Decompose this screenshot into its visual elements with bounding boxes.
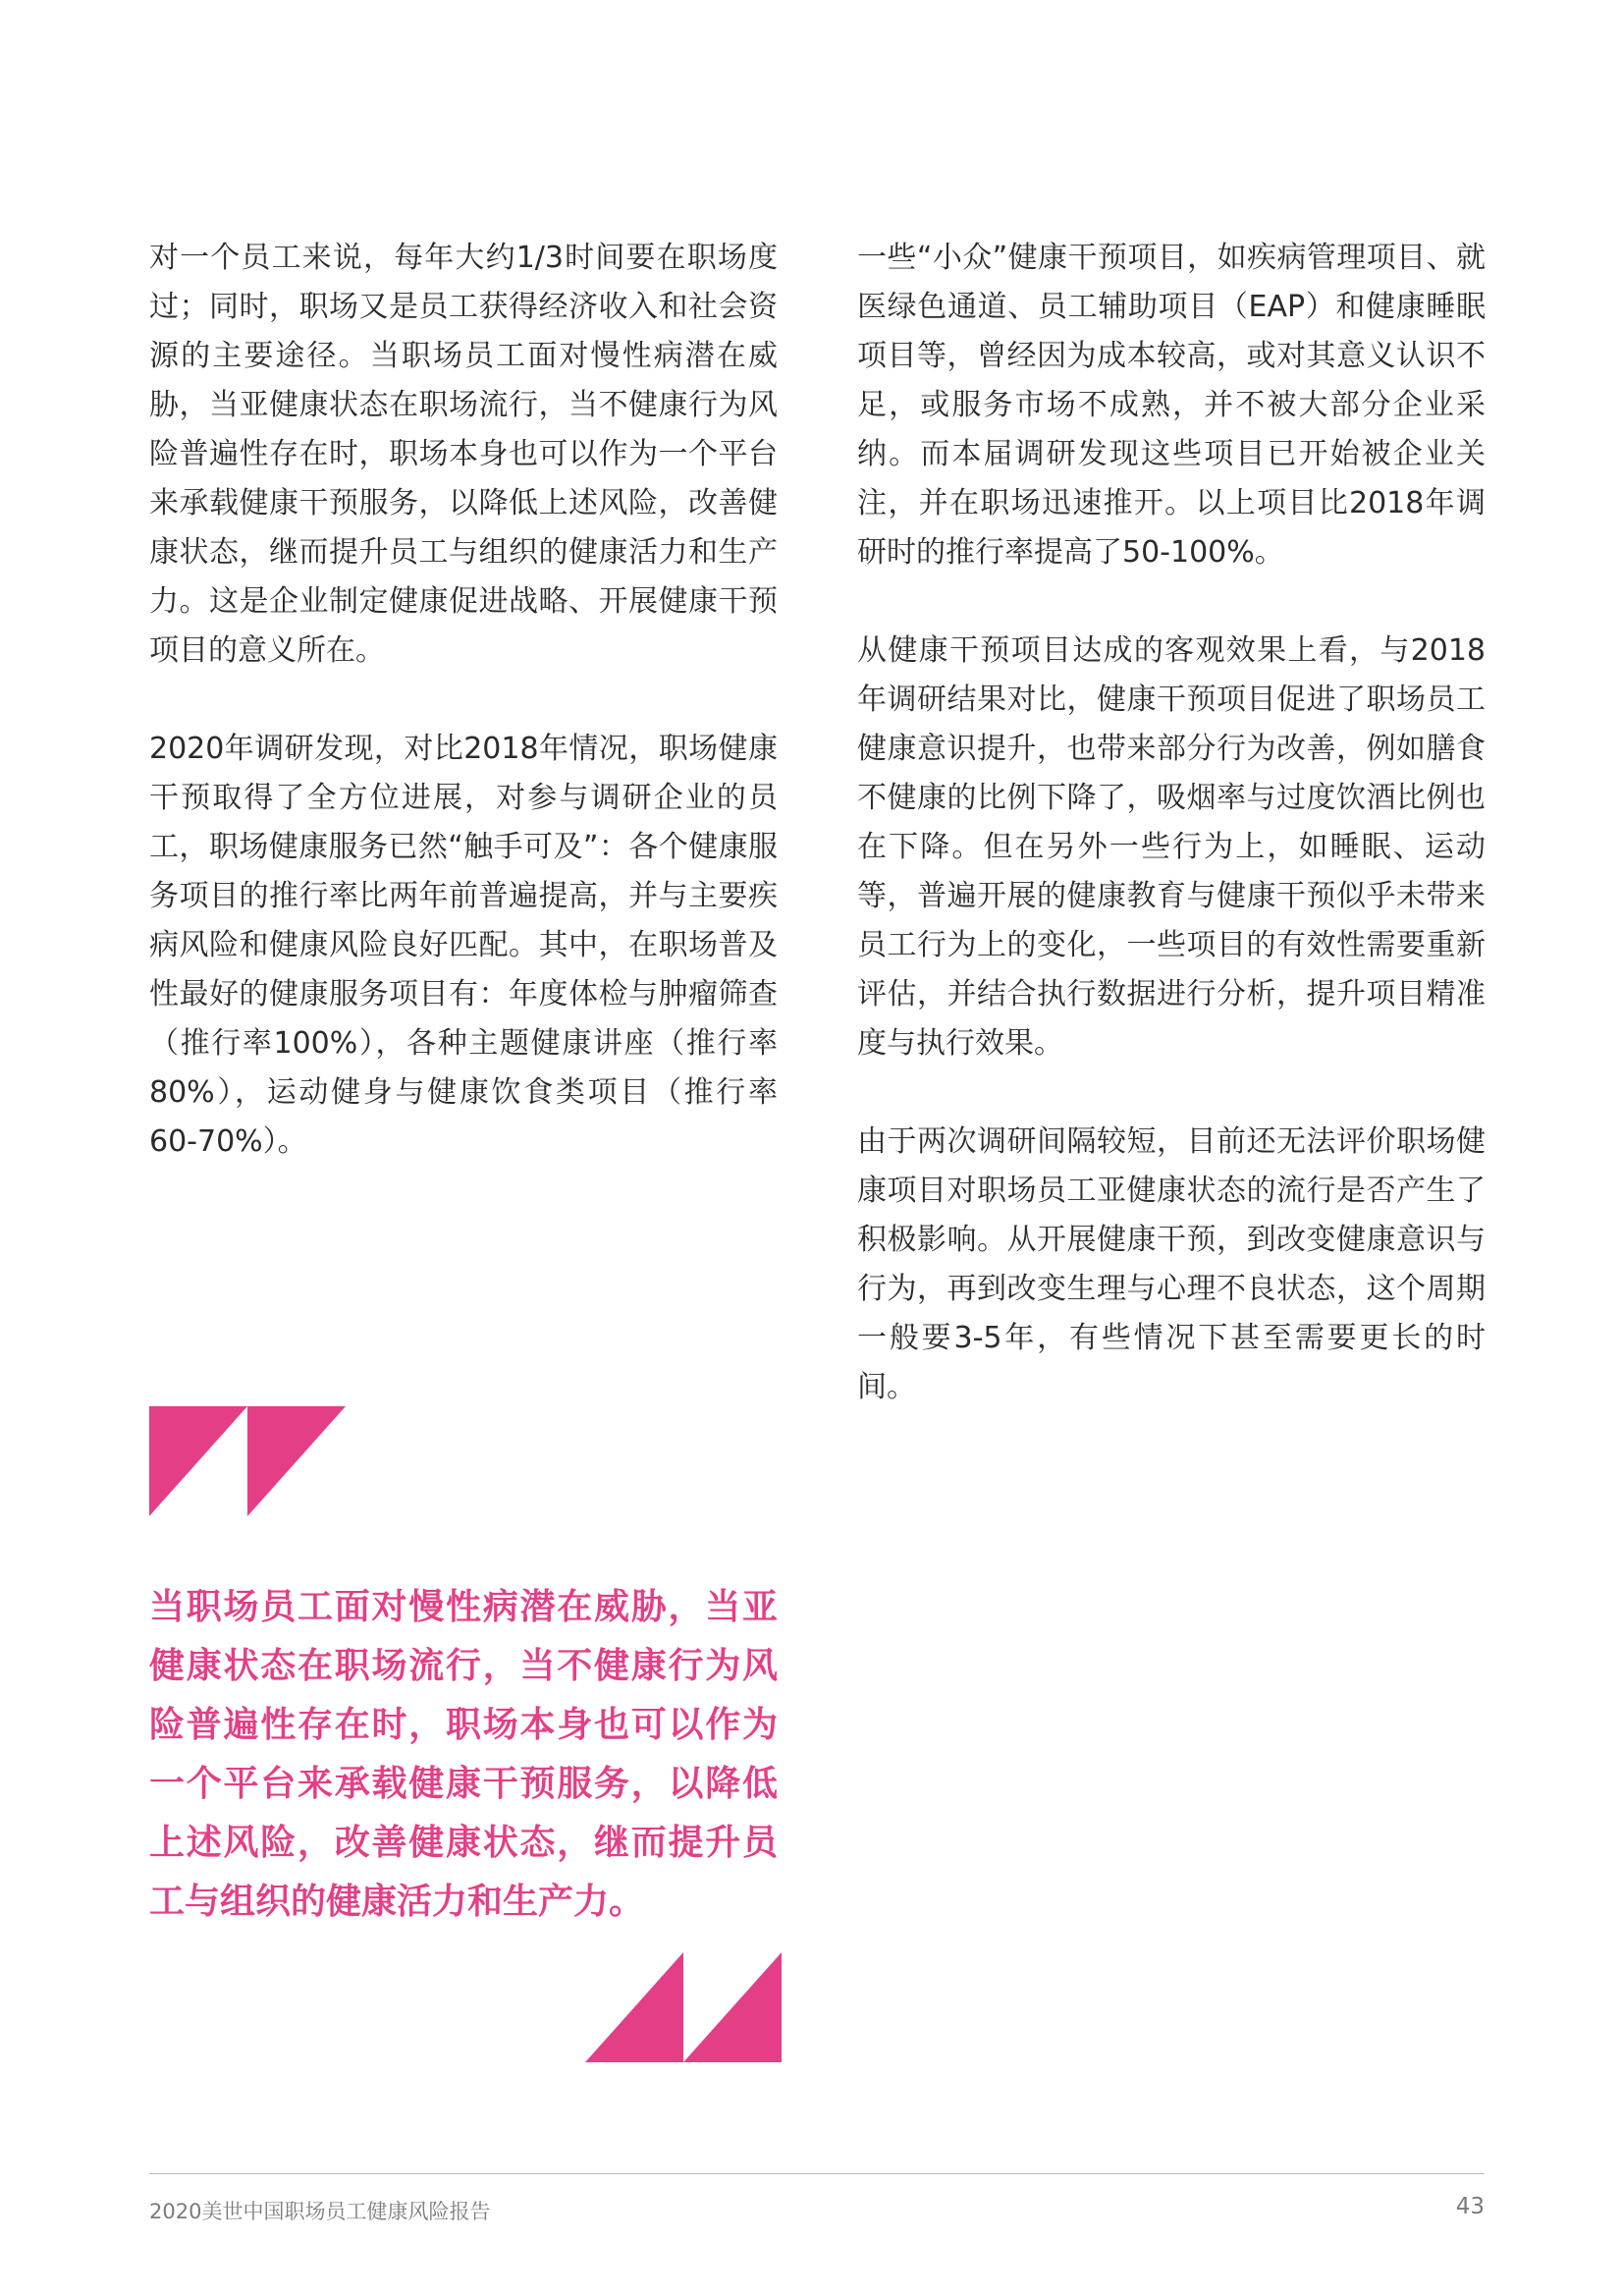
right-column xyxy=(857,234,1486,1461)
left-column xyxy=(149,234,778,1216)
footer-divider xyxy=(149,2173,1485,2174)
right-paragraph-3: 由于两次调研间隔较短，目前还无法评价职场健康项目对职场员工亚健康状态的流行是否产生了积极影响。从开展健康干预，到改变健康意识与行为，再到改变生理与心理不良状态，这个周期一般要3-5年，有些情况下甚至需要更长的时间。 xyxy=(857,1124,1486,1404)
right-paragraph-1: 一些“小众”健康干预项目，如疾病管理项目、就医绿色通道、员工辅助项目（EAP）和健康睡眠项目等，曾经因为成本较高，或对其意义认识不足，或服务市场不成熟，并不被大部分企业采纳。而本届调研发现这些项目已开始被企业关注，并在职场迅速推开。以上项目比2018年调研时的推行率提高了50-100%。 xyxy=(857,241,1486,570)
quote-open-icon xyxy=(149,1406,346,1516)
page-number: 43 xyxy=(1455,2194,1485,2219)
quote-close-icon xyxy=(585,1952,782,2062)
footer-report-title: 2020美世中国职场员工健康风险报告 xyxy=(149,2200,491,2223)
right-paragraph-2: 从健康干预项目达成的客观效果上看，与2018年调研结果对比，健康干预项目促进了职场员工健康意识提升，也带来部分行为改善，例如膳食不健康的比例下降了，吸烟率与过度饮酒比例也在下降。但在另外一些行为上，如睡眠、运动等，普遍开展的健康教育与健康干预似乎未带来员工行为上的变化，一些项目的有效性需要重新评估，并结合执行数据进行分析，提升项目精准度与执行效果。 xyxy=(857,633,1486,1061)
left-paragraph-1: 对一个员工来说，每年大约1/3时间要在职场度过；同时，职场又是员工获得经济收入和社会资源的主要途径。当职场员工面对慢性病潜在威胁，当亚健康状态在职场流行，当不健康行为风险普遍性存在时，职场本身也可以作为一个平台来承载健康干预服务，以降低上述风险，改善健康状态，继而提升员工与组织的健康活力和生产力。这是企业制定健康促进战略、开展健康干预项目的意义所在。 xyxy=(149,241,778,668)
pull-quote: 当职场员工面对慢性病潜在威胁，当亚健康状态在职场流行，当不健康行为风险普遍性存在时，职场本身也可以作为一个平台来承载健康干预服务，以降低上述风险，改善健康状态，继而提升员工与组织的健康活力和生产力。 xyxy=(149,1586,778,1922)
left-paragraph-2: 2020年调研发现，对比2018年情况，职场健康干预取得了全方位进展，对参与调研企业的员工，职场健康服务已然“触手可及”：各个健康服务项目的推行率比两年前普遍提高，并与主要疾病风险和健康风险良好匹配。其中，在职场普及性最好的健康服务项目有：年度体检与肿瘤筛查（推行率100%），各种主题健康讲座（推行率80%），运动健身与健康饮食类项目（推行率60-70%）。 xyxy=(149,732,778,1159)
